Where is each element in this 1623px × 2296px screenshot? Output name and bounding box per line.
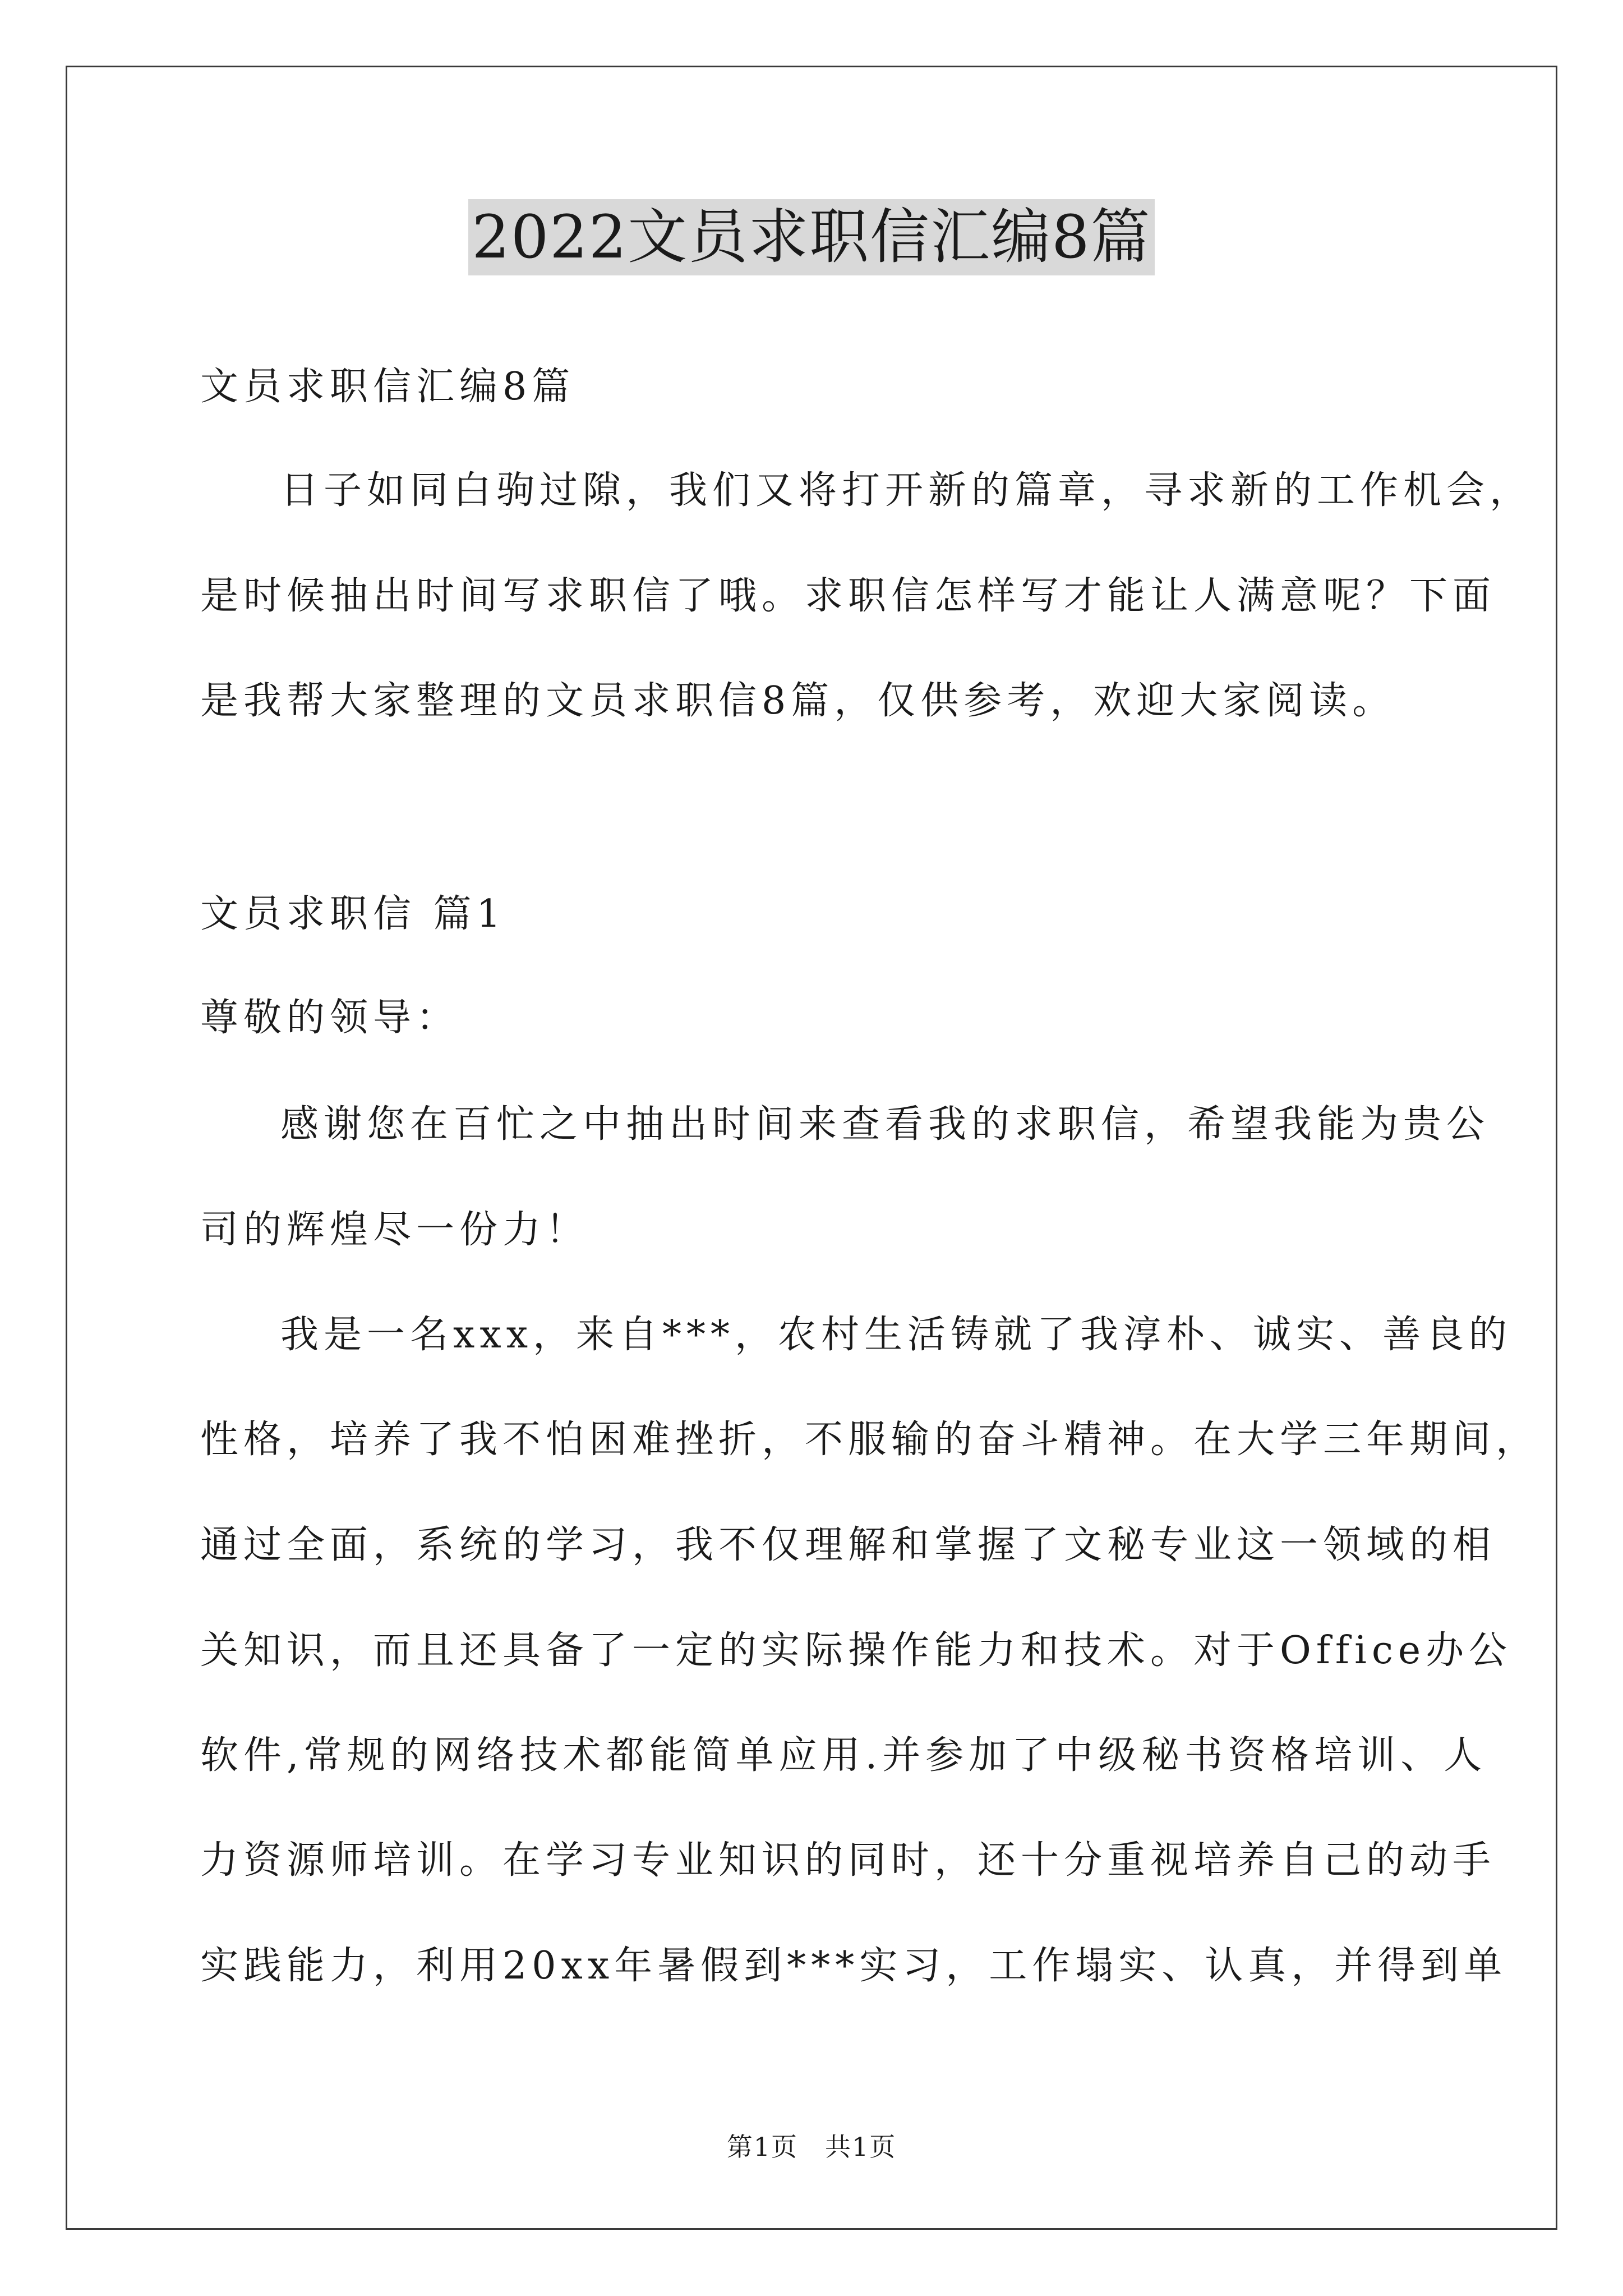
section-heading: 文员求职信 篇1 bbox=[200, 892, 506, 936]
intro-paragraph-line-3: 是我帮大家整理的文员求职信8篇，仅供参考，欢迎大家阅读。 bbox=[200, 679, 1396, 723]
intro-paragraph-line-1: 日子如同白驹过隙，我们又将打开新的篇章，寻求新的工作机会， bbox=[280, 468, 1533, 513]
body-paragraph-line: 感谢您在百忙之中抽出时间来查看我的求职信，希望我能为贵公 bbox=[280, 1102, 1490, 1147]
intro-paragraph-line-2: 是时候抽出时间写求职信了哦。求职信怎样写才能让人满意呢？下面 bbox=[200, 574, 1496, 618]
body-paragraph-line: 通过全面，系统的学习，我不仅理解和掌握了文秘专业这一领域的相 bbox=[200, 1523, 1496, 1567]
document-title: 2022文员求职信汇编8篇 bbox=[468, 199, 1154, 275]
body-paragraph-line: 软件,常规的网络技术都能简单应用.并参加了中级秘书资格培训、人 bbox=[200, 1733, 1487, 1778]
body-paragraph-line: 力资源师培训。在学习专业知识的同时，还十分重视培养自己的动手 bbox=[200, 1838, 1496, 1883]
title-container bbox=[0, 199, 1623, 275]
body-paragraph-line: 我是一名xxx，来自***，农村生活铸就了我淳朴、诚实、善良的 bbox=[280, 1313, 1513, 1357]
salutation: 尊敬的领导： bbox=[200, 996, 460, 1040]
body-paragraph-line: 司的辉煌尽一份力！ bbox=[200, 1208, 589, 1252]
body-paragraph-line: 性格，培养了我不怕困难挫折，不服输的奋斗精神。在大学三年期间， bbox=[200, 1418, 1539, 1462]
subtitle-line: 文员求职信汇编8篇 bbox=[200, 365, 575, 409]
body-paragraph-line: 关知识，而且还具备了一定的实际操作能力和技术。对于Office办公 bbox=[200, 1628, 1513, 1673]
page-footer: 第1页 共1页 bbox=[726, 2132, 897, 2162]
body-paragraph-line: 实践能力，利用20xx年暑假到***实习，工作塌实、认真，并得到单 bbox=[200, 1944, 1507, 1988]
